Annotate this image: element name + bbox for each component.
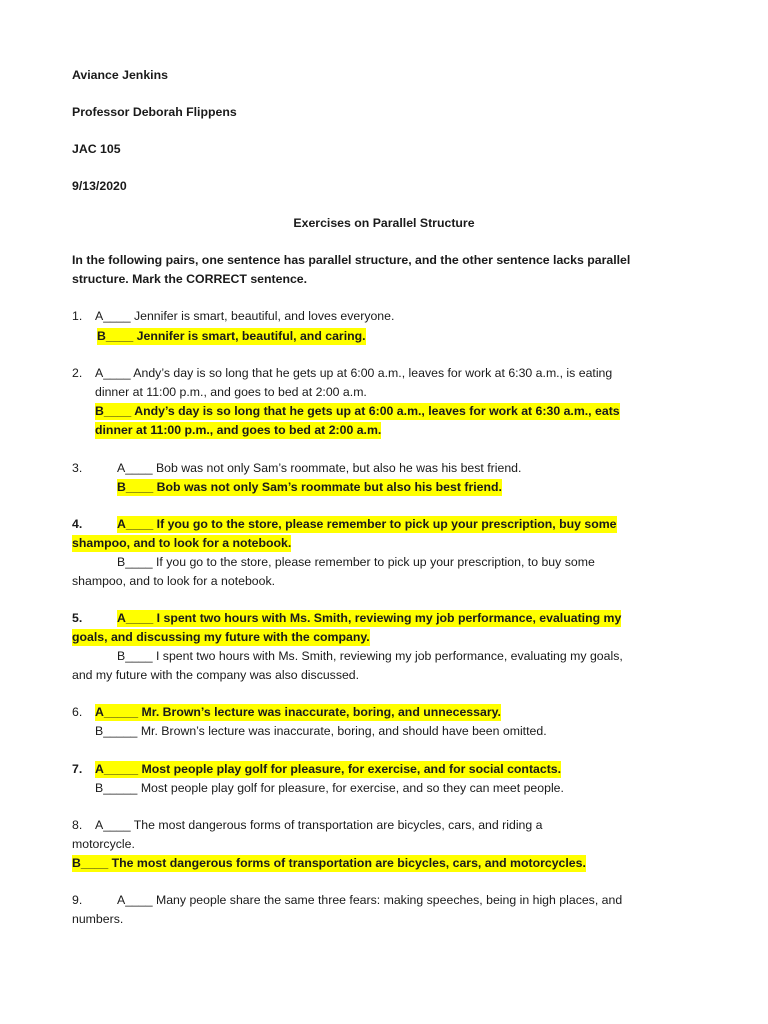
- q3-option-a: A____ Bob was not only Sam’s roommate, but also he was his best friend.: [117, 461, 522, 475]
- q5-option-b-line-1: B____ I spent two hours with Ms. Smith, reviewing my job performance, evaluating my goals,: [117, 649, 623, 663]
- q1-option-a: A____ Jennifer is smart, beautiful, and loves everyone.: [95, 309, 395, 323]
- q4-option-b-line-1: B____ If you go to the store, please remember to pick up your prescription, to buy some: [117, 555, 595, 569]
- date: 9/13/2020: [72, 179, 127, 193]
- q8-option-a-line-1: A____ The most dangerous forms of transportation are bicycles, cars, and riding a: [95, 818, 543, 832]
- q3-number: 3.: [72, 461, 83, 475]
- course-code: JAC 105: [72, 142, 121, 156]
- q2-option-b-line-1: B____ Andy’s day is so long that he gets up at 6:00 a.m., leaves for work at 6:30 a.m., eats: [95, 404, 620, 418]
- q6-option-a: A_____ Mr. Brown’s lecture was inaccurate, boring, and unnecessary.: [95, 705, 501, 719]
- page-title: Exercises on Parallel Structure: [293, 216, 475, 230]
- q9-option-a-line-1: A____ Many people share the same three fears: making speeches, being in high places, and: [117, 893, 623, 907]
- q7-number: 7.: [72, 762, 83, 776]
- q7-option-a: A_____ Most people play golf for pleasure, for exercise, and for social contacts.: [95, 762, 562, 776]
- instructions-line-1: In the following pairs, one sentence has parallel structure, and the other sentence lacks parallel: [72, 253, 631, 267]
- q5-option-b-line-2: and my future with the company was also discussed.: [72, 668, 360, 682]
- q6-option-b: B_____ Mr. Brown’s lecture was inaccurate, boring, and should have been omitted.: [95, 724, 547, 738]
- professor-name: Professor Deborah Flippens: [72, 105, 237, 119]
- q2-option-b-line-2: dinner at 11:00 p.m., and goes to bed at 2:00 a.m.: [95, 423, 382, 437]
- instructions-line-2: structure. Mark the CORRECT sentence.: [72, 272, 308, 286]
- q6-number: 6.: [72, 705, 83, 719]
- q1-option-b: B____ Jennifer is smart, beautiful, and caring.: [97, 329, 366, 343]
- q8-number: 8.: [72, 818, 83, 832]
- q1-number: 1.: [72, 309, 83, 323]
- q2-number: 2.: [72, 366, 83, 380]
- q5-option-a-line-2: goals, and discussing my future with the company.: [72, 630, 370, 644]
- q2-option-a-line-1: A____ Andy’s day is so long that he gets up at 6:00 a.m., leaves for work at 6:30 a.m., is eating: [95, 366, 613, 380]
- q5-number: 5.: [72, 611, 83, 625]
- q2-option-a-line-2: dinner at 11:00 p.m., and goes to bed at 2:00 a.m.: [95, 385, 367, 399]
- student-name: Aviance Jenkins: [72, 68, 168, 82]
- q4-option-a-line-1: A____ If you go to the store, please remember to pick up your prescription, buy some: [117, 517, 617, 531]
- q4-option-a-line-2: shampoo, and to look for a notebook.: [72, 536, 292, 550]
- q9-option-a-line-2: numbers.: [72, 912, 124, 926]
- q5-option-a-line-1: A____ I spent two hours with Ms. Smith, reviewing my job performance, evaluating my: [117, 611, 622, 625]
- q8-option-a-line-2: motorcycle.: [72, 837, 135, 851]
- q4-option-b-line-2: shampoo, and to look for a notebook.: [72, 574, 276, 588]
- q8-option-b: B____ The most dangerous forms of transportation are bicycles, cars, and motorcycles.: [72, 856, 586, 870]
- q3-option-b: B____ Bob was not only Sam’s roommate but also his best friend.: [117, 480, 502, 494]
- q9-number: 9.: [72, 893, 83, 907]
- q7-option-b: B_____ Most people play golf for pleasure, for exercise, and so they can meet people.: [95, 781, 564, 795]
- q4-number: 4.: [72, 517, 83, 531]
